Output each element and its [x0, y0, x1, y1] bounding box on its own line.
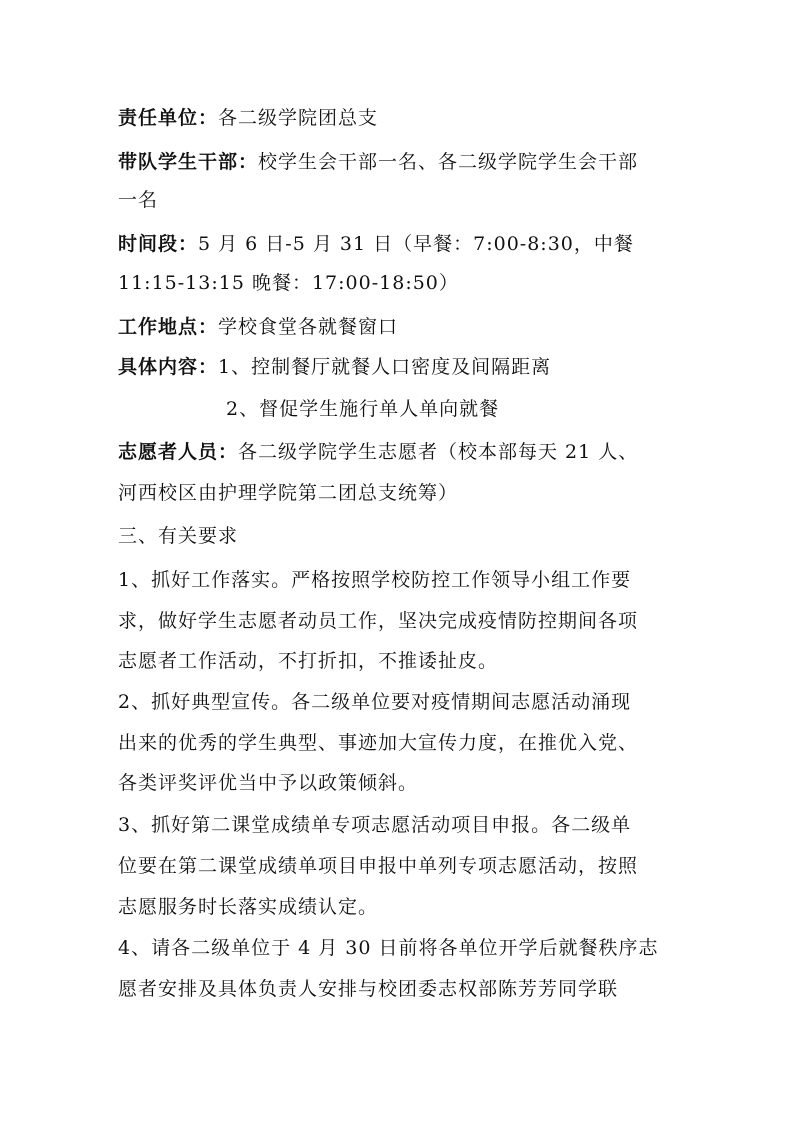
requirement-4-line-2	[118, 977, 678, 1001]
volunteers-line-1	[118, 440, 678, 464]
location-text: 学校食堂各就餐窗口	[218, 316, 399, 338]
requirement-3-text-3: 志愿服务时长落实成绩认定。	[118, 896, 379, 918]
volunteers-line-2	[118, 481, 678, 505]
time-line-1	[118, 232, 678, 256]
requirement-3-line-2	[118, 854, 678, 878]
requirement-1-line-1	[118, 568, 678, 592]
time-text-2: 11:15-13:15 晚餐：17:00-18:50）	[118, 272, 459, 294]
time-text-1: 5 月 6 日-5 月 31 日（早餐：7:00-8:30，中餐	[198, 233, 634, 255]
volunteers-text-1: 各二级学院学生志愿者（校本部每天 21 人、	[238, 441, 639, 463]
volunteers-text-2: 河西校区由护理学院第二团总支统筹）	[118, 482, 459, 504]
section-title-text: 三、有关要求	[118, 525, 239, 547]
requirement-1-text-2: 求，做好学生志愿者动员工作，坚决完成疫情防控期间各项	[118, 610, 639, 632]
content-line-1	[118, 355, 678, 379]
requirement-3-text-2: 位要在第二课堂成绩单项目申报中单列专项志愿活动，按照	[118, 855, 639, 877]
requirement-3-line-3	[118, 895, 678, 919]
requirement-1-text-1: 1、抓好工作落实。严格按照学校防控工作领导小组工作要	[118, 569, 632, 591]
content-line-2	[226, 397, 786, 421]
time-line-2	[118, 271, 678, 295]
content-item-2: 2、督促学生施行单人单向就餐	[226, 398, 500, 420]
requirement-2-text-1: 2、抓好典型宣传。各二级单位要对疫情期间志愿活动涌现	[118, 691, 632, 713]
requirement-3-line-1	[118, 813, 678, 837]
volunteers-label: 志愿者人员：	[118, 441, 239, 463]
requirement-4-text-1: 4、请各二级单位于 4 月 30 日前将各单位开学后就餐秩序志	[118, 937, 659, 959]
leader-label: 带队学生干部：	[118, 151, 259, 173]
responsible-unit-label: 责任单位：	[118, 107, 219, 129]
leader-line-1	[118, 150, 678, 174]
section-title	[118, 524, 678, 548]
requirement-1-text-3: 志愿者工作活动，不打折扣，不推诿扯皮。	[118, 650, 499, 672]
requirement-4-line-1	[118, 936, 678, 960]
content-item-1: 1、控制餐厅就餐人口密度及间隔距离	[218, 356, 552, 378]
time-label: 时间段：	[118, 233, 199, 255]
leader-line-2	[118, 188, 678, 212]
leader-text-2: 一名	[118, 189, 159, 211]
requirement-1-line-2	[118, 609, 678, 633]
content-label: 具体内容：	[118, 356, 219, 378]
requirement-2-line-2	[118, 731, 678, 755]
leader-text-1: 校学生会干部一名、各二级学院学生会干部	[258, 151, 639, 173]
requirement-1-line-3	[118, 649, 678, 673]
requirement-2-line-1	[118, 690, 678, 714]
requirement-2-text-3: 各类评奖评优当中予以政策倾斜。	[118, 772, 419, 794]
responsible-unit-text: 各二级学院团总支	[218, 107, 379, 129]
responsible-unit-line	[118, 106, 678, 130]
requirement-2-text-2: 出来的优秀的学生典型、事迹加大宣传力度，在推优入党、	[118, 732, 639, 754]
requirement-4-text-2: 愿者安排及具体负责人安排与校团委志权部陈芳芳同学联	[118, 978, 619, 1000]
requirement-3-text-1: 3、抓好第二课堂成绩单专项志愿活动项目申报。各二级单	[118, 814, 632, 836]
location-line	[118, 315, 678, 339]
requirement-2-line-3	[118, 771, 678, 795]
location-label: 工作地点：	[118, 316, 219, 338]
